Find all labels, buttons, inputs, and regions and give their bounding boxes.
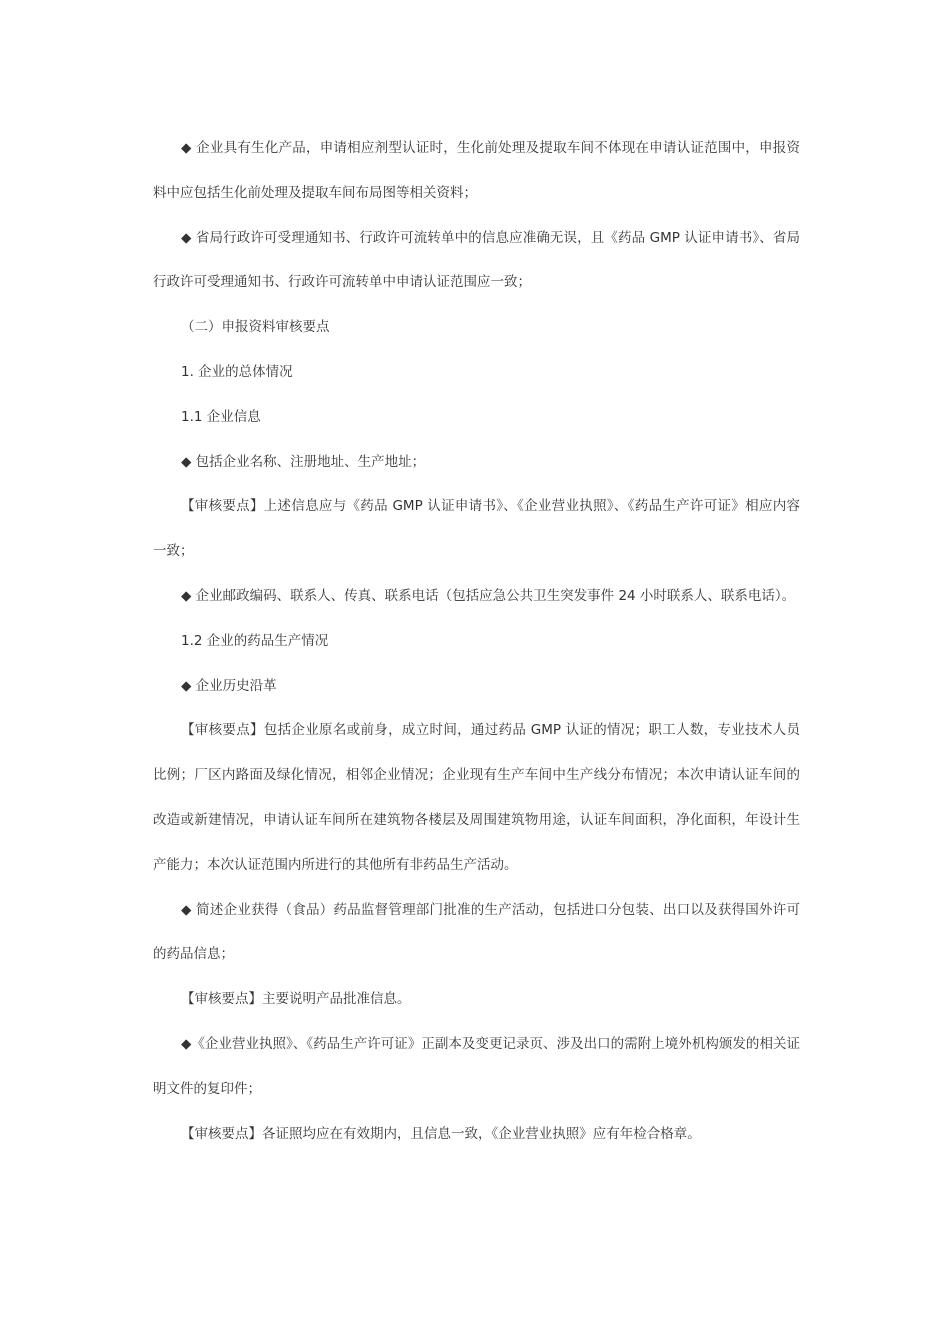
- heading-overall-situation: 1. 企业的总体情况: [181, 363, 293, 380]
- paragraph-review-licenses: 【审核要点】各证照均应在有效期内，且信息一致，《企业营业执照》应有年检合格章。: [181, 1125, 701, 1142]
- paragraph-licenses-copies: ◆《企业营业执照》、《药品生产许可证》正副本及变更记录页、涉及出口的需附上境外机构颁发的相关证明文件的复印件；: [153, 1035, 800, 1097]
- paragraph-review-approval: 【审核要点】主要说明产品批准信息。: [181, 991, 411, 1008]
- heading-enterprise-info: 1.1 企业信息: [181, 408, 261, 425]
- paragraph-admin-license: ◆ 省局行政许可受理通知书、行政许可流转单中的信息应准确无误，且《药品 GMP 认证申请书》、省局行政许可受理通知书、行政许可流转单中申请认证范围应一致；: [153, 229, 800, 291]
- paragraph-review-consistency: 【审核要点】上述信息应与《药品 GMP 认证申请书》、《企业营业执照》、《药品生产许可证》相应内容一致；: [153, 498, 800, 560]
- section-heading-review-points: （二）申报资料审核要点: [181, 319, 330, 336]
- paragraph-contact-info: ◆ 企业邮政编码、联系人、传真、联系电话（包括应急公共卫生突发事件 24 小时联系人、联系电话）。: [181, 587, 796, 604]
- paragraph-history: ◆ 企业历史沿革: [181, 677, 277, 694]
- document-body: [153, 126, 800, 1156]
- paragraph-enterprise-name: ◆ 包括企业名称、注册地址、生产地址；: [181, 453, 426, 470]
- paragraph-review-history: 【审核要点】包括企业原名或前身，成立时间，通过药品 GMP 认证的情况；职工人数，专业技术人员比例；厂区内路面及绿化情况，相邻企业情况；企业现有生产车间中生产线分布情况；本次申请认证车间的改造或新建情况，申请认证车间所在建筑物各楼层及周围建筑物用途，认证车间面积，净化面积，年设计生产能力；本次认证范围内所进行的其他所有非药品生产活动。: [153, 722, 800, 873]
- heading-production-situation: 1.2 企业的药品生产情况: [181, 632, 329, 649]
- paragraph-biochem-products: ◆ 企业具有生化产品，申请相应剂型认证时，生化前处理及提取车间不体现在申请认证范围中，申报资料中应包括生化前处理及提取车间布局图等相关资料；: [153, 140, 800, 201]
- paragraph-approved-activities: ◆ 简述企业获得（食品）药品监督管理部门批准的生产活动，包括进口分包装、出口以及获得国外许可的药品信息；: [153, 901, 800, 963]
